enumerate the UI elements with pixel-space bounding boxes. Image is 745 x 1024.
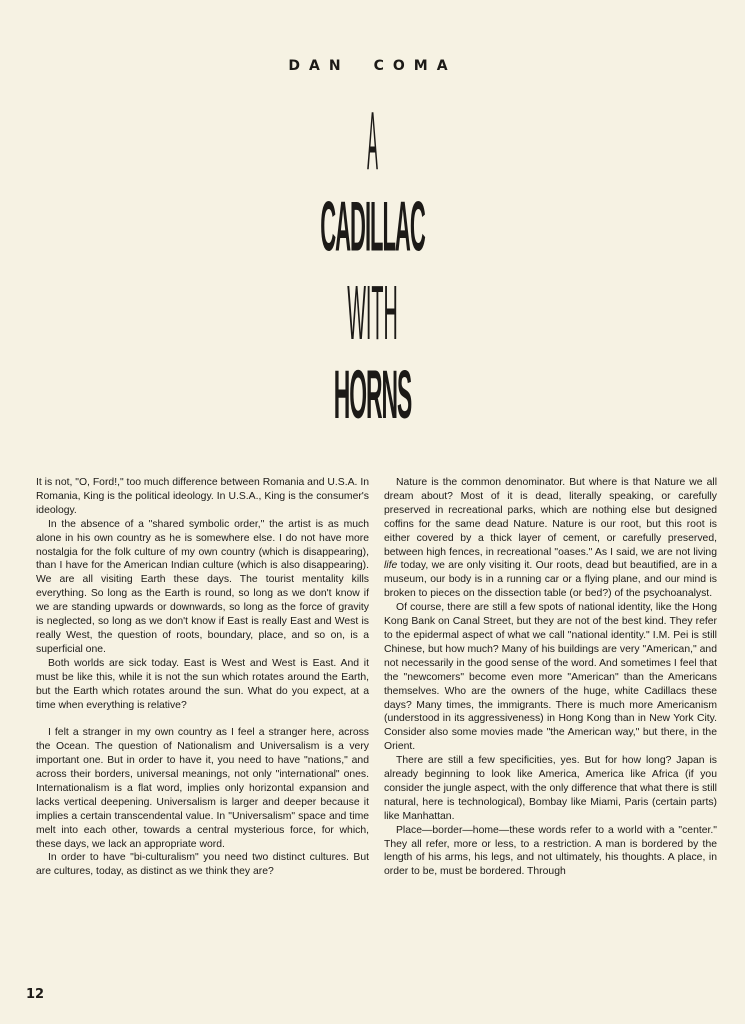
right-text-column xyxy=(384,476,717,879)
paragraph: I felt a stranger in my own country as I feel a stranger here, across the Ocean. The question of Nationalism and Universalism is a very important one. But in order to have it, you need to have "nations," and across their borders, universal meanings, not only "international" ones. Internationalism is a flat word, implies only horizontal expansion and lacks vertical deepening. Universalism is larger and deeper because it implies a certain transcendental value. In "Universalism" space and time melt into each other, towards a central mysterious force, for which, these days, we lack an appropriate word. xyxy=(36,727,369,850)
left-text-column xyxy=(36,476,369,879)
paragraph: Place—border—home—these words refer to a world with a "center." They all refer, more or less, to a restriction. A man is bordered by the length of his arms, his legs, and not ultimately, his thoughts. A place, in order to be, must be bordered. Through xyxy=(384,824,717,878)
page-number: 12 xyxy=(26,987,45,1002)
paragraph: In order to have "bi-culturalism" you need two distinct cultures. But are cultures, today, as distinct as we think they are? xyxy=(36,852,369,878)
paragraph: There are still a few specificities, yes. But for how long? Japan is already beginning to look like America, America like Africa (if you consider the jungle aspect, with the only difference that what there is still natural, here is technological), Bombay like Miami, Paris (certain parts) like Manhattan. xyxy=(384,755,717,822)
paragraph: Both worlds are sick today. East is West and West is East. And it must be like this, while it is not the sun which rotates around the Earth, but the Earth which rotates around the sun. What do you expect, at a time when everything is relative? xyxy=(36,657,369,711)
paragraph-text: Nature is the common denominator. But where is that Nature we all dream about? Most of it is dead, literally speaking, or carefully preserved in recreational parks, which are nothing else but designed coffins for the same dead Nature. Nature is our root, but this root is either covered by a thick layer of cement, or carefully preserved, between high fences, in recreational "oases." As I said, we are not living xyxy=(384,477,717,558)
paragraph: In the absence of a "shared symbolic order," the artist is as much alone in his own country as he is somewhere else. I do not have more nostalgia for the folk culture of my own country (which is disappearing), than I have for the American Indian culture (which is also disappearing). We are all visiting Earth these days. The tourist mentality kills everything. So long as the Earth is round, so long as we don't know if we are standing upwards or downwards, so long as the force of gravity is neglected, so long as we don't know if East is really East and West is really West, the question of roots, boundary, place, and so on, is a superficial one. xyxy=(36,518,369,655)
author-first-name: DAN xyxy=(288,58,350,74)
paragraph-text: today, we are only visiting it. Our roots, dead but beautified, are in a museum, our body is in a running car or a flying plane, and our mind is broken to pieces on the dissection table (or bed?) of the psychoanalyst. xyxy=(384,560,717,600)
paragraph: Of course, there are still a few spots of national identity, like the Hong Kong Bank on Canal Street, but they are not of the best kind. They refer to the epidermal aspect of what we call "national identity." I.M. Pei is still Chinese, but how much? Many of his buildings are very "American," and not necessarily in the good sense of the word. And sometimes I feel that the "newcomers" become even more "American" than the Americans themselves. Who are the owners of the huge, white Cadillacs these days? Many times, the immigrants. There is much more Americanism (understood in its aggressiveness) in Hong Kong than in New York City. Consider also some movies made "the American way," but there, in the Orient. xyxy=(384,602,717,753)
author-name xyxy=(0,58,745,74)
title-line-a: A xyxy=(367,93,378,188)
author-last-name: COMA xyxy=(373,58,457,74)
paragraph: It is not, "O, Ford!," too much difference between Romania and U.S.A. In Romania, King is the political ideology. In U.S.A., King is the consumer's ideology. xyxy=(36,477,369,516)
title-line-with: WITH xyxy=(347,270,398,357)
paragraph xyxy=(384,476,717,601)
article-title xyxy=(0,93,745,434)
italic-word: life xyxy=(384,560,398,572)
title-line-horns: HORNS xyxy=(333,357,412,434)
title-line-cadillac: CADILLAC xyxy=(320,188,425,267)
